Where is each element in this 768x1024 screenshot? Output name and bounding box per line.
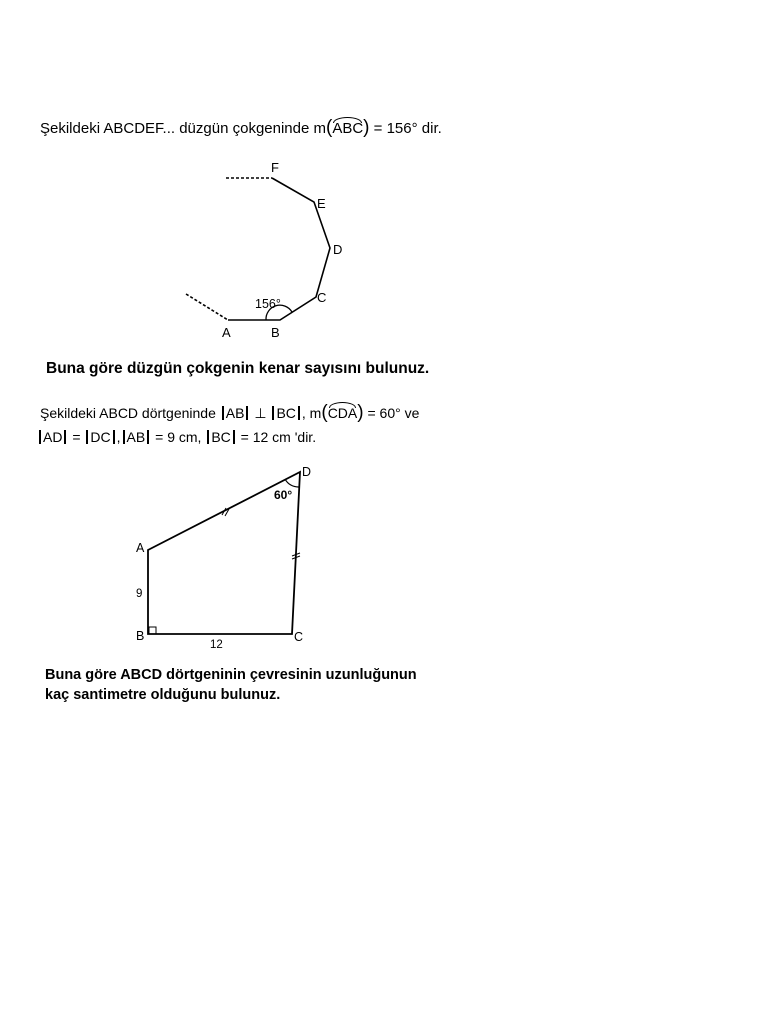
label-d2: D xyxy=(302,465,312,479)
question1-statement: Şekildeki ABCDEF... düzgün çokgeninde m(ABC) = 156° dir. xyxy=(40,117,442,138)
question1-angle-name: ABC xyxy=(332,120,364,137)
segment-ab-2: AB xyxy=(126,429,146,445)
label-a: A xyxy=(222,325,231,340)
segment-dc: DC xyxy=(90,429,111,445)
label-f: F xyxy=(271,160,279,175)
question2-line1-prefix: Şekildeki ABCD dörtgeninde xyxy=(40,405,220,421)
label-b2: B xyxy=(136,629,145,643)
question2-line1: Şekildeki ABCD dörtgeninde AB ⊥ BC , m(CDA) = 60° ve xyxy=(40,402,420,423)
question1-ask: Buna göre düzgün çokgenin kenar sayısını bulunuz. xyxy=(46,360,430,377)
side-label-ab: 9 xyxy=(136,588,143,600)
label-d: D xyxy=(333,242,343,257)
angle-arc-d xyxy=(285,479,299,487)
right-angle-mark xyxy=(149,627,156,634)
label-b: B xyxy=(271,325,280,340)
label-c2: C xyxy=(294,630,304,644)
question2-line1-suffix: = 60° ve xyxy=(363,405,420,421)
label-a2: A xyxy=(136,541,145,555)
question2-line2-suffix: = 12 cm 'dir. xyxy=(236,429,317,445)
segment-bc-2: BC xyxy=(211,429,231,445)
label-e: E xyxy=(317,196,326,211)
angle-label-156: 156° xyxy=(255,297,281,311)
segment-ad: AD xyxy=(43,429,63,445)
label-c: C xyxy=(317,290,327,305)
question2-angle-name: CDA xyxy=(327,405,358,421)
question2-ask-line2: kaç santimetre olduğunu bulunuz. xyxy=(45,687,281,703)
segment-ab: AB xyxy=(225,405,245,421)
segment-bc: BC xyxy=(276,405,296,421)
side-label-bc: 12 xyxy=(210,639,223,651)
question1-prefix: Şekildeki ABCDEF... düzgün çokgeninde m xyxy=(40,120,326,137)
question2-line2: AD = DC , AB = 9 cm, BC = 12 cm 'dir. xyxy=(37,429,316,445)
question2-ask-line1: Buna göre ABCD dörtgeninin çevresinin uzunluğunun xyxy=(45,667,417,683)
angle-label-60: 60° xyxy=(274,488,293,502)
question1-suffix: = 156° dir. xyxy=(369,120,442,137)
